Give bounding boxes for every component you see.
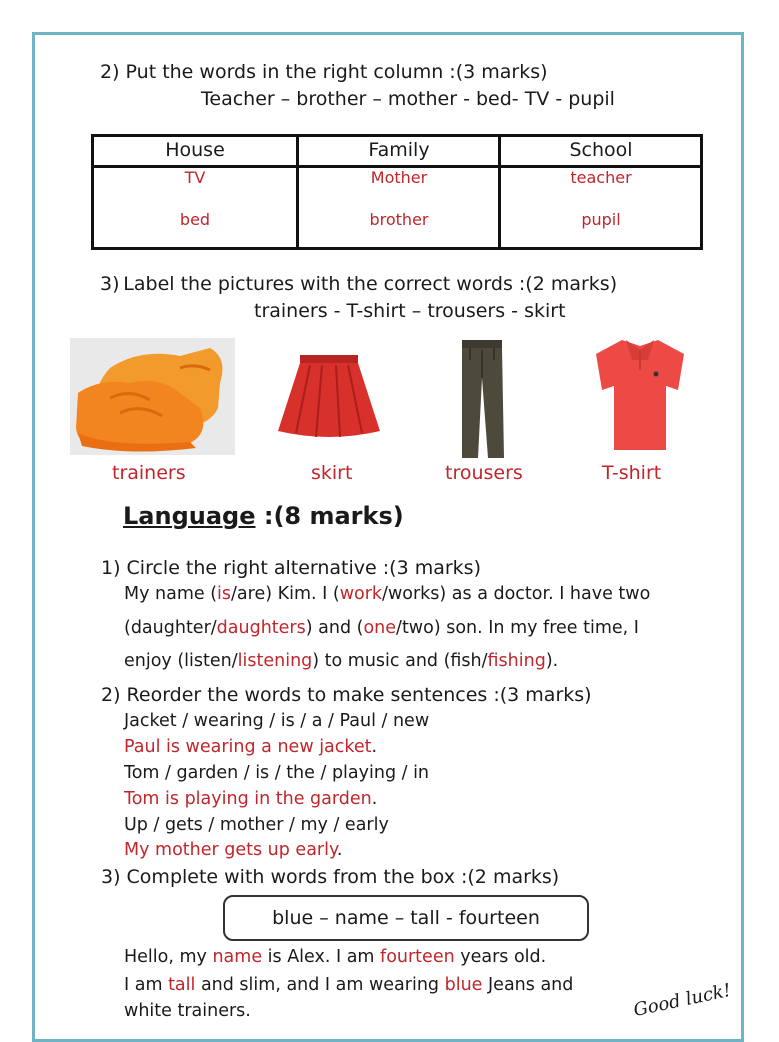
sorting-table [91,134,703,250]
complete-question-title: 3) Complete with words from the box :(2 marks) [101,866,560,888]
reorder-prompt: Up / gets / mother / my / early [124,815,389,835]
answer: Paul is wearing a new jacket [124,737,372,757]
table-cell: TV [184,168,206,187]
answer: work [339,584,383,604]
answer: daughters [216,618,306,638]
language-heading-text: Language [123,502,256,530]
text: ) and ( [305,618,364,638]
reorder-prompt: Jacket / wearing / is / a / Paul / new [124,711,430,731]
text: ). [545,651,559,671]
text: and slim, and I am wearing [195,975,445,995]
trainers-image [70,338,235,455]
text: . [336,840,343,860]
circle-question-title: 1) Circle the right alternative :(3 marks) [101,557,481,579]
column-header-family: Family [368,139,430,161]
answer: My mother gets up early [124,840,337,860]
circle-line-1 [124,584,650,604]
table-cell: teacher [570,168,632,187]
reorder-answer [124,840,342,860]
language-heading [123,502,404,530]
answer: one [363,618,397,638]
circle-line-2 [124,618,639,638]
answer: tall [168,975,196,995]
text: /are) Kim. I ( [231,584,340,604]
complete-line-2 [124,975,573,995]
answer: Tom is playing in the garden [124,789,372,809]
reorder-answer [124,789,377,809]
picture-label-trainers: trainers [112,462,186,484]
column-header-house: House [165,139,225,161]
text: /two) son. In my free time, I [396,618,639,638]
text: Hello, my [124,947,213,967]
picture-label-tshirt: T-shirt [602,462,662,484]
handwritten-signature: Good luck! [631,979,733,1021]
word-box-text: blue – name – tall - fourteen [272,907,540,929]
complete-line-3: white trainers. [124,1001,251,1021]
trousers-image [458,338,506,460]
table-cell: brother [369,210,429,229]
answer: fishing [487,651,546,671]
word-box [223,895,589,941]
picture-label-skirt: skirt [311,462,353,484]
text: . [371,789,378,809]
answer: is [217,584,232,604]
text: enjoy (listen/ [124,651,238,671]
question-2-word-list: Teacher – brother – mother - bed- TV - pupil [201,88,615,110]
text: is Alex. I am [262,947,381,967]
text: years old. [454,947,547,967]
table-cell: pupil [581,210,621,229]
text: /works) as a doctor. I have two [382,584,651,604]
reorder-question-title: 2) Reorder the words to make sentences :(3 marks) [101,684,592,706]
question-3-title: 3) Label the pictures with the correct words :(2 marks) [100,273,618,295]
answer: listening [237,651,313,671]
tshirt-image [592,336,688,452]
text: My name ( [124,584,218,604]
text: ) to music and (fish/ [312,651,488,671]
text: I am [124,975,169,995]
table-cell: Mother [370,168,428,187]
skirt-image [276,355,382,441]
table-cell: bed [179,210,211,229]
text: . [371,737,378,757]
text: (daughter/ [124,618,217,638]
column-header-school: School [569,139,633,161]
answer: blue [444,975,483,995]
answer: name [212,947,263,967]
language-heading-marks: :(8 marks) [255,502,404,530]
text: Jeans and [482,975,574,995]
reorder-answer [124,737,377,757]
question-2-title: 2) Put the words in the right column :(3 marks) [100,61,548,83]
question-3-word-list: trainers - T-shirt – trousers - skirt [254,300,566,322]
picture-label-trousers: trousers [445,462,523,484]
circle-line-3 [124,651,558,671]
complete-line-1 [124,947,546,967]
reorder-prompt: Tom / garden / is / the / playing / in [124,763,430,783]
answer: fourteen [380,947,455,967]
